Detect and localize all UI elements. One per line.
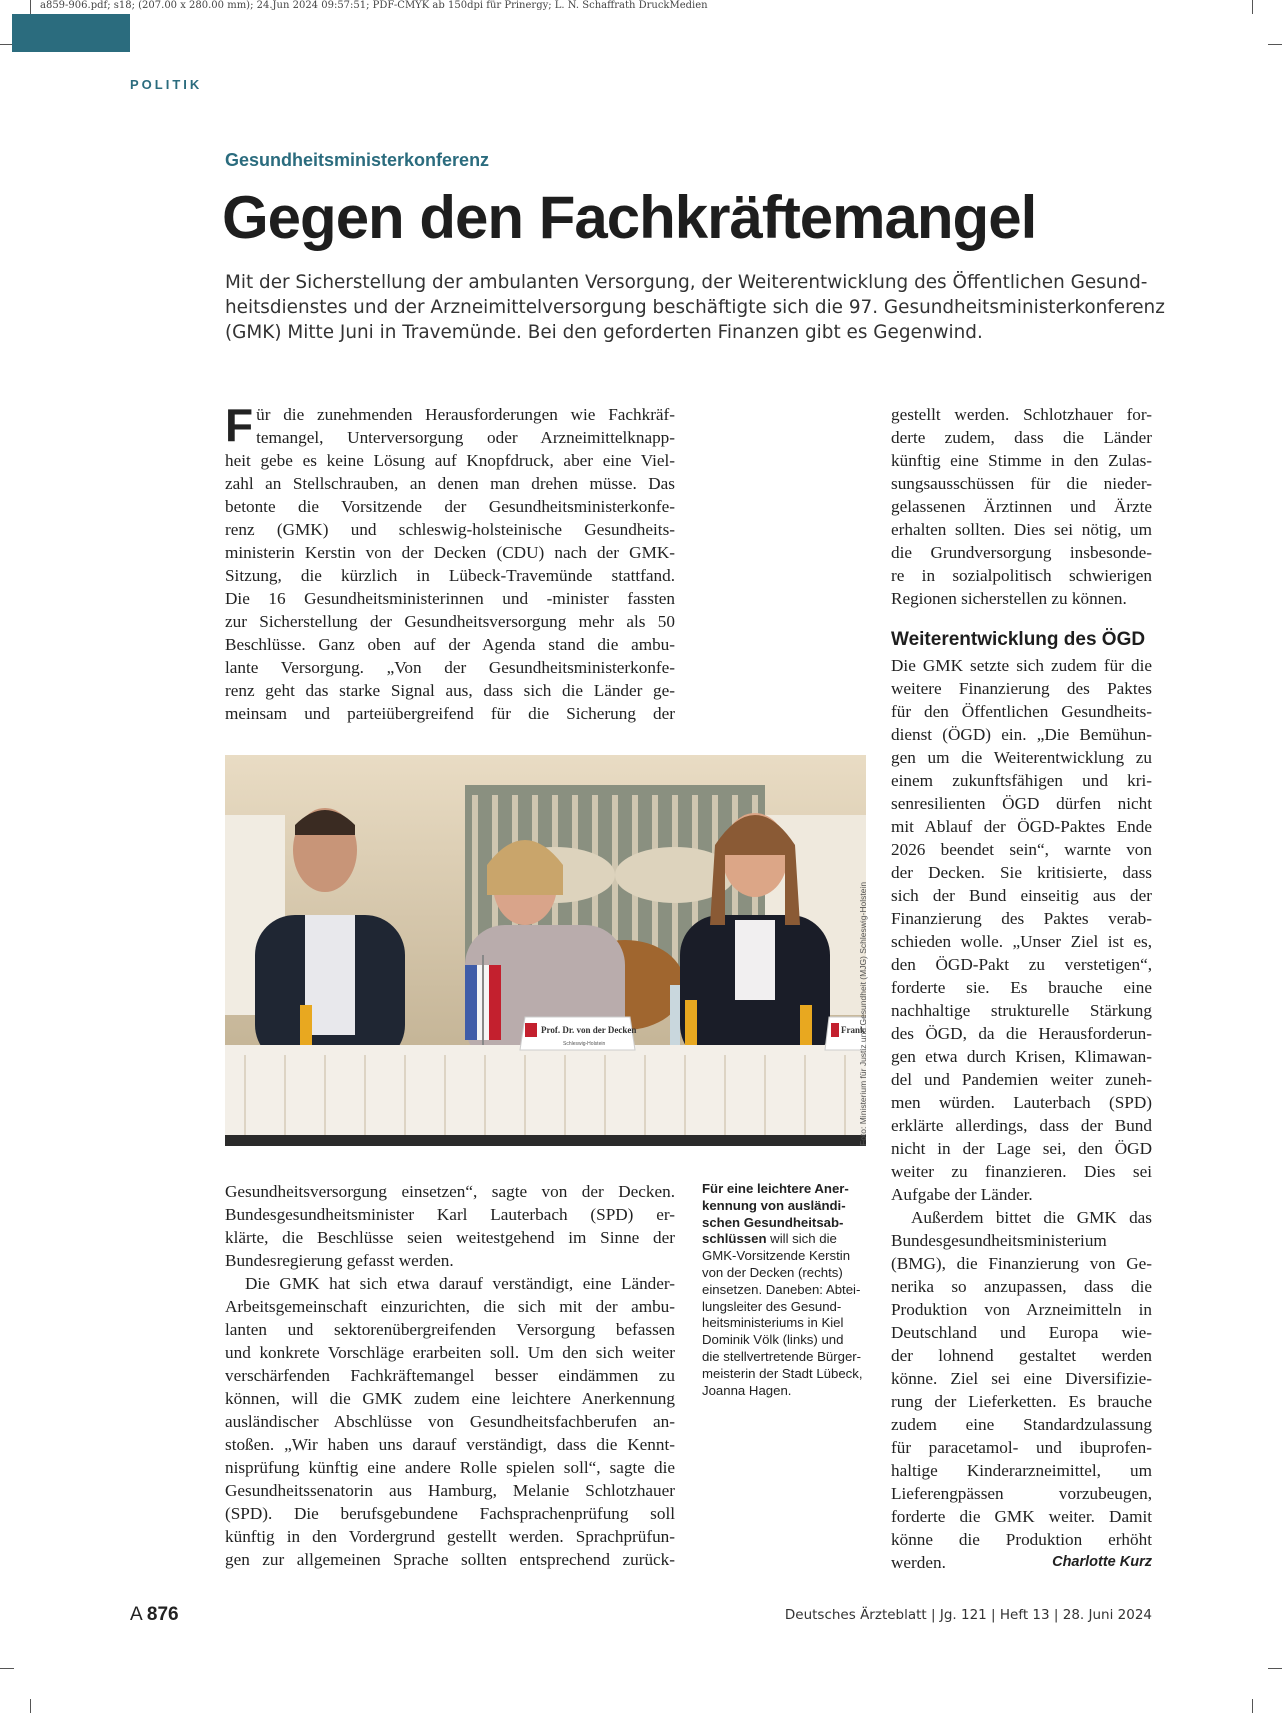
caption-bold-line: schlüssen <box>702 1231 767 1247</box>
body-line: ausländischer Abschlüsse von Gesundheitsfachberufen an- <box>225 1412 675 1431</box>
body-line: gelassenen Ärztinnen und Ärzte <box>891 497 1152 516</box>
body-line: ür die zunehmenden Herausforderungen wie Fachkräf- <box>256 405 675 424</box>
caption-line: meisterin der Stadt Lübeck, <box>702 1365 863 1381</box>
body-line: renz geht das starke Signal aus, dass sich die Länder ge- <box>225 681 675 700</box>
body-line: sungsausschüssen für die nieder- <box>891 474 1152 493</box>
body-line: rung der Lieferketten. Es brauche <box>891 1392 1152 1411</box>
body-line: Deutschland und Europa wie- <box>891 1323 1152 1342</box>
body-line: senresilienten ÖGD dürfen nicht <box>891 794 1152 813</box>
body-line: Die GMK hat sich etwa darauf verständigt, eine Länder- <box>245 1274 675 1293</box>
body-column-3 <box>891 403 1152 1574</box>
body-line: del und Pandemien weiter zuneh- <box>891 1070 1152 1089</box>
body-line: können, will die GMK zudem eine leichtere Anerkennung <box>225 1389 675 1408</box>
body-line: der lohnend gestaltet werden <box>891 1346 1152 1365</box>
body-line: weitere Finanzierung des Paktes <box>891 679 1152 698</box>
caption-line: die stellvertretende Bürger- <box>702 1348 862 1364</box>
crop-mark <box>30 1699 31 1713</box>
body-column-1-bottom <box>225 1180 675 1571</box>
body-line: weiter zu finanzieren. Dies sei <box>891 1162 1152 1181</box>
body-line: ministerin Kerstin von der Decken (CDU) nach der GMK- <box>225 543 675 562</box>
body-line: Gesundheitsversorgung einsetzen“, sagte von der Decken. <box>225 1182 675 1201</box>
body-line: Beschlüsse. Ganz oben auf der Agenda stand die ambu- <box>225 635 675 654</box>
crop-mark <box>1268 44 1282 45</box>
body-line: lante Versorgung. „Von der Gesundheitsministerkonfe- <box>225 658 675 677</box>
body-line: werden. <box>891 1553 946 1572</box>
section-color-block <box>12 14 130 52</box>
body-line: erklärte allerdings, dass der Bund <box>891 1116 1152 1135</box>
body-line: könne die Produktion erhöht <box>891 1530 1152 1549</box>
caption-text: will sich die <box>766 1231 837 1247</box>
body-line: einem zukunftsfähigen und kri- <box>891 771 1152 790</box>
body-line: forderte die GMK weiter. Damit <box>891 1507 1152 1526</box>
body-line: sich der Bund einseitig aus der <box>891 886 1152 905</box>
body-line: re in sozialpolitisch schwierigen <box>891 566 1152 585</box>
caption-line: heitsministeriums in Kiel <box>702 1315 844 1331</box>
body-line: gen zur allgemeinen Sprache sollten entsprechend zurück- <box>225 1550 675 1569</box>
headline: Gegen den Fachkräftemangel <box>222 184 1037 251</box>
body-line: Bundesregierung gefasst werden. <box>225 1251 454 1270</box>
kicker: Gesundheitsministerkonferenz <box>225 150 490 170</box>
body-line: renz (GMK) und schleswig-holsteinische Gesundheits- <box>225 520 675 539</box>
lead-line: (GMK) Mitte Juni in Travemünde. Bei den geforderten Finanzen gibt es Gegenwind. <box>225 322 983 344</box>
body-line: Außerdem bittet die GMK das <box>911 1208 1152 1227</box>
body-line: Finanzierung des Paktes verab- <box>891 909 1152 928</box>
crop-mark <box>1268 1668 1282 1669</box>
body-line: klärte, die Beschlüsse seien weitestgehend im Sinne der <box>225 1228 675 1247</box>
caption-line: von der Decken (rechts) <box>702 1264 843 1280</box>
body-last-line <box>891 1551 1152 1574</box>
caption-line: GMK-Vorsitzende Kerstin <box>702 1248 851 1264</box>
body-line: Die 16 Gesundheitsministerinnen und -minister fassten <box>225 589 675 608</box>
body-line: für paracetamol- und ibuprofen- <box>891 1438 1152 1457</box>
body-line: heit gebe es keine Lösung auf Knopfdruck, aber eine Viel- <box>225 451 675 470</box>
conference-photo-illustration <box>225 755 866 1146</box>
caption-line: Joanna Hagen. <box>702 1382 792 1398</box>
body-line: Gesundheitssenatorin aus Hamburg, Melanie Schlotzhauer <box>225 1481 675 1500</box>
photo-caption <box>702 1181 870 1399</box>
page-number <box>130 1604 179 1626</box>
caption-bold-line: kennung von ausländi- <box>702 1197 846 1213</box>
body-line: Aufgabe der Länder. <box>891 1185 1033 1204</box>
caption-line: Dominik Völk (links) und <box>702 1332 844 1348</box>
body-line: Lieferengpässen vorzubeugen, <box>891 1484 1152 1503</box>
body-line: stoßen. „Wir haben uns darauf verständigt, dass die Kennt- <box>225 1435 675 1454</box>
caption-line: einsetzen. Daneben: Abtei- <box>702 1281 861 1297</box>
photo-credit: Foto: Ministerium für Justiz und Gesundheit (MJG) Schleswig-Holstein <box>858 881 868 1146</box>
caption-bold-line: Für eine leichtere Aner- <box>702 1181 849 1196</box>
body-line: 2026 beendet sein“, warnte von <box>891 840 1152 859</box>
body-line: Bundesgesundheitsministerium <box>891 1231 1107 1250</box>
body-line: men würden. Lauterbach (SPD) <box>891 1093 1152 1112</box>
nameplate-text: Prof. Dr. von der Decken <box>541 1025 637 1035</box>
nameplate-subtext: Schleswig-Holstein <box>563 1041 606 1047</box>
section-label: POLITIK <box>130 77 203 92</box>
body-line: und konkrete Vorschläge erarbeiten soll. Um den sich weiter <box>225 1343 675 1362</box>
body-line: Arbeitsgemeinschaft einzurichten, die sich mit der ambu- <box>225 1297 675 1316</box>
body-line: mit Ablauf der ÖGD-Paktes Ende <box>891 817 1152 836</box>
body-line: (BMG), die Finanzierung von Ge- <box>891 1254 1152 1273</box>
crop-mark <box>1252 1699 1253 1713</box>
body-line: Die GMK setzte sich zudem für die <box>891 656 1152 675</box>
body-line: derte zudem, dass die Länder <box>891 428 1152 447</box>
body-line: schieden wolle. „Unser Ziel ist es, <box>891 932 1152 951</box>
body-line: des ÖGD, da die Herausforderun- <box>891 1024 1152 1043</box>
body-line: gestellt werden. Schlotzhauer for- <box>891 405 1152 424</box>
caption-line: lungsleiter des Gesund- <box>702 1298 842 1314</box>
body-line: künftig eine Stimme in den Zulas- <box>891 451 1152 470</box>
body-line: der Decken. Sie kritisierte, dass <box>891 863 1152 882</box>
body-column-1-top <box>225 399 675 725</box>
author-byline: Charlotte Kurz <box>1052 1554 1152 1570</box>
body-line: meinsam und parteiübergreifend für die Sicherung der <box>225 704 675 723</box>
journal-footer: Deutsches Ärzteblatt | Jg. 121 | Heft 13 | 28. Juni 2024 <box>784 1607 1152 1623</box>
body-line: künftig in den Vordergrund gestellt werden. Sprachprüfun- <box>225 1527 675 1546</box>
body-line: verschärfenden Fachkräftemangel besser eindämmen zu <box>225 1366 675 1385</box>
body-line: forderte sie. Es brauche eine <box>891 978 1152 997</box>
body-line: zudem eine Standardzulassung <box>891 1415 1152 1434</box>
body-line: die Grundversorgung insbesonde- <box>891 543 1152 562</box>
body-line: für den Öffentlichen Gesundheits- <box>891 702 1152 721</box>
crop-mark <box>1252 0 1253 14</box>
body-line: temangel, Unterversorgung oder Arzneimittelknapp- <box>256 428 675 447</box>
body-line: Sitzung, die kürzlich in Lübeck-Travemünde stattfand. <box>225 566 675 585</box>
body-line: lanten und sektorenübergreifenden Versorgung befassen <box>225 1320 675 1339</box>
crop-mark <box>0 1668 14 1669</box>
body-line: Regionen sicherstellen zu können. <box>891 589 1127 608</box>
body-line: nicht in der Lage sei, den ÖGD <box>891 1139 1152 1158</box>
body-line: gen um die Weiterentwicklung zu <box>891 748 1152 767</box>
body-line: zur Sicherstellung der Gesundheitsversorgung mehr als 50 <box>225 612 675 631</box>
print-slug: a859-906.pdf; s18; (207.00 x 280.00 mm); 24.Jun 2024 09:57:51; PDF-CMYK ab 150dpi für Prinergy; L. N. Schaffrath DruckMedien <box>40 0 708 11</box>
lead-line: Mit der Sicherstellung der ambulanten Versorgung, der Weiterentwicklung des Öffentlichen Gesund- <box>225 272 1148 293</box>
body-line: (SPD). Die berufsgebundene Fachsprachenprüfung soll <box>225 1504 675 1523</box>
body-line: erhalten sollten. Dies sei nötig, um <box>891 520 1152 539</box>
body-line: könne. Ziel sei eine Diversifizie- <box>891 1369 1152 1388</box>
nameplate-text: Frank <box>841 1025 866 1035</box>
article-photo <box>225 755 866 1146</box>
drop-cap: F <box>225 399 254 451</box>
lead-paragraph <box>225 270 1165 346</box>
crop-mark <box>30 0 31 14</box>
body-line: nachhaltige strukturelle Stärkung <box>891 1001 1152 1020</box>
body-line: den ÖGD-Pakt zu verstetigen“, <box>891 955 1152 974</box>
body-line: nerika so anzupassen, dass die <box>891 1277 1152 1296</box>
body-line: gen etwa durch Krisen, Klimawan- <box>891 1047 1152 1066</box>
lead-line: heitsdienstes und der Arzneimittelversorgung beschäftigte sich die 97. Gesundheitsministerkonferenz <box>225 297 1165 319</box>
page-number-value: 876 <box>146 1604 179 1625</box>
body-line: haltige Kinderarzneimittel, um <box>891 1461 1152 1480</box>
body-line: Bundesgesundheitsminister Karl Lauterbach (SPD) er- <box>225 1205 675 1224</box>
body-line: nisprüfung künftig eine andere Rolle spielen soll“, sagte die <box>225 1458 675 1477</box>
body-line: zahl an Stellschrauben, an denen man drehen müsse. Das <box>225 474 675 493</box>
subheading: Weiterentwicklung des ÖGD <box>891 629 1146 650</box>
body-line: betonte die Vorsitzende der Gesundheitsministerkonfe- <box>225 497 675 516</box>
body-line: Produktion von Arzneimitteln in <box>891 1300 1152 1319</box>
body-line: dienst (ÖGD) ein. „Die Bemühun- <box>891 725 1152 744</box>
caption-bold-line: schen Gesundheitsab- <box>702 1214 844 1230</box>
page-prefix: A <box>130 1604 142 1625</box>
